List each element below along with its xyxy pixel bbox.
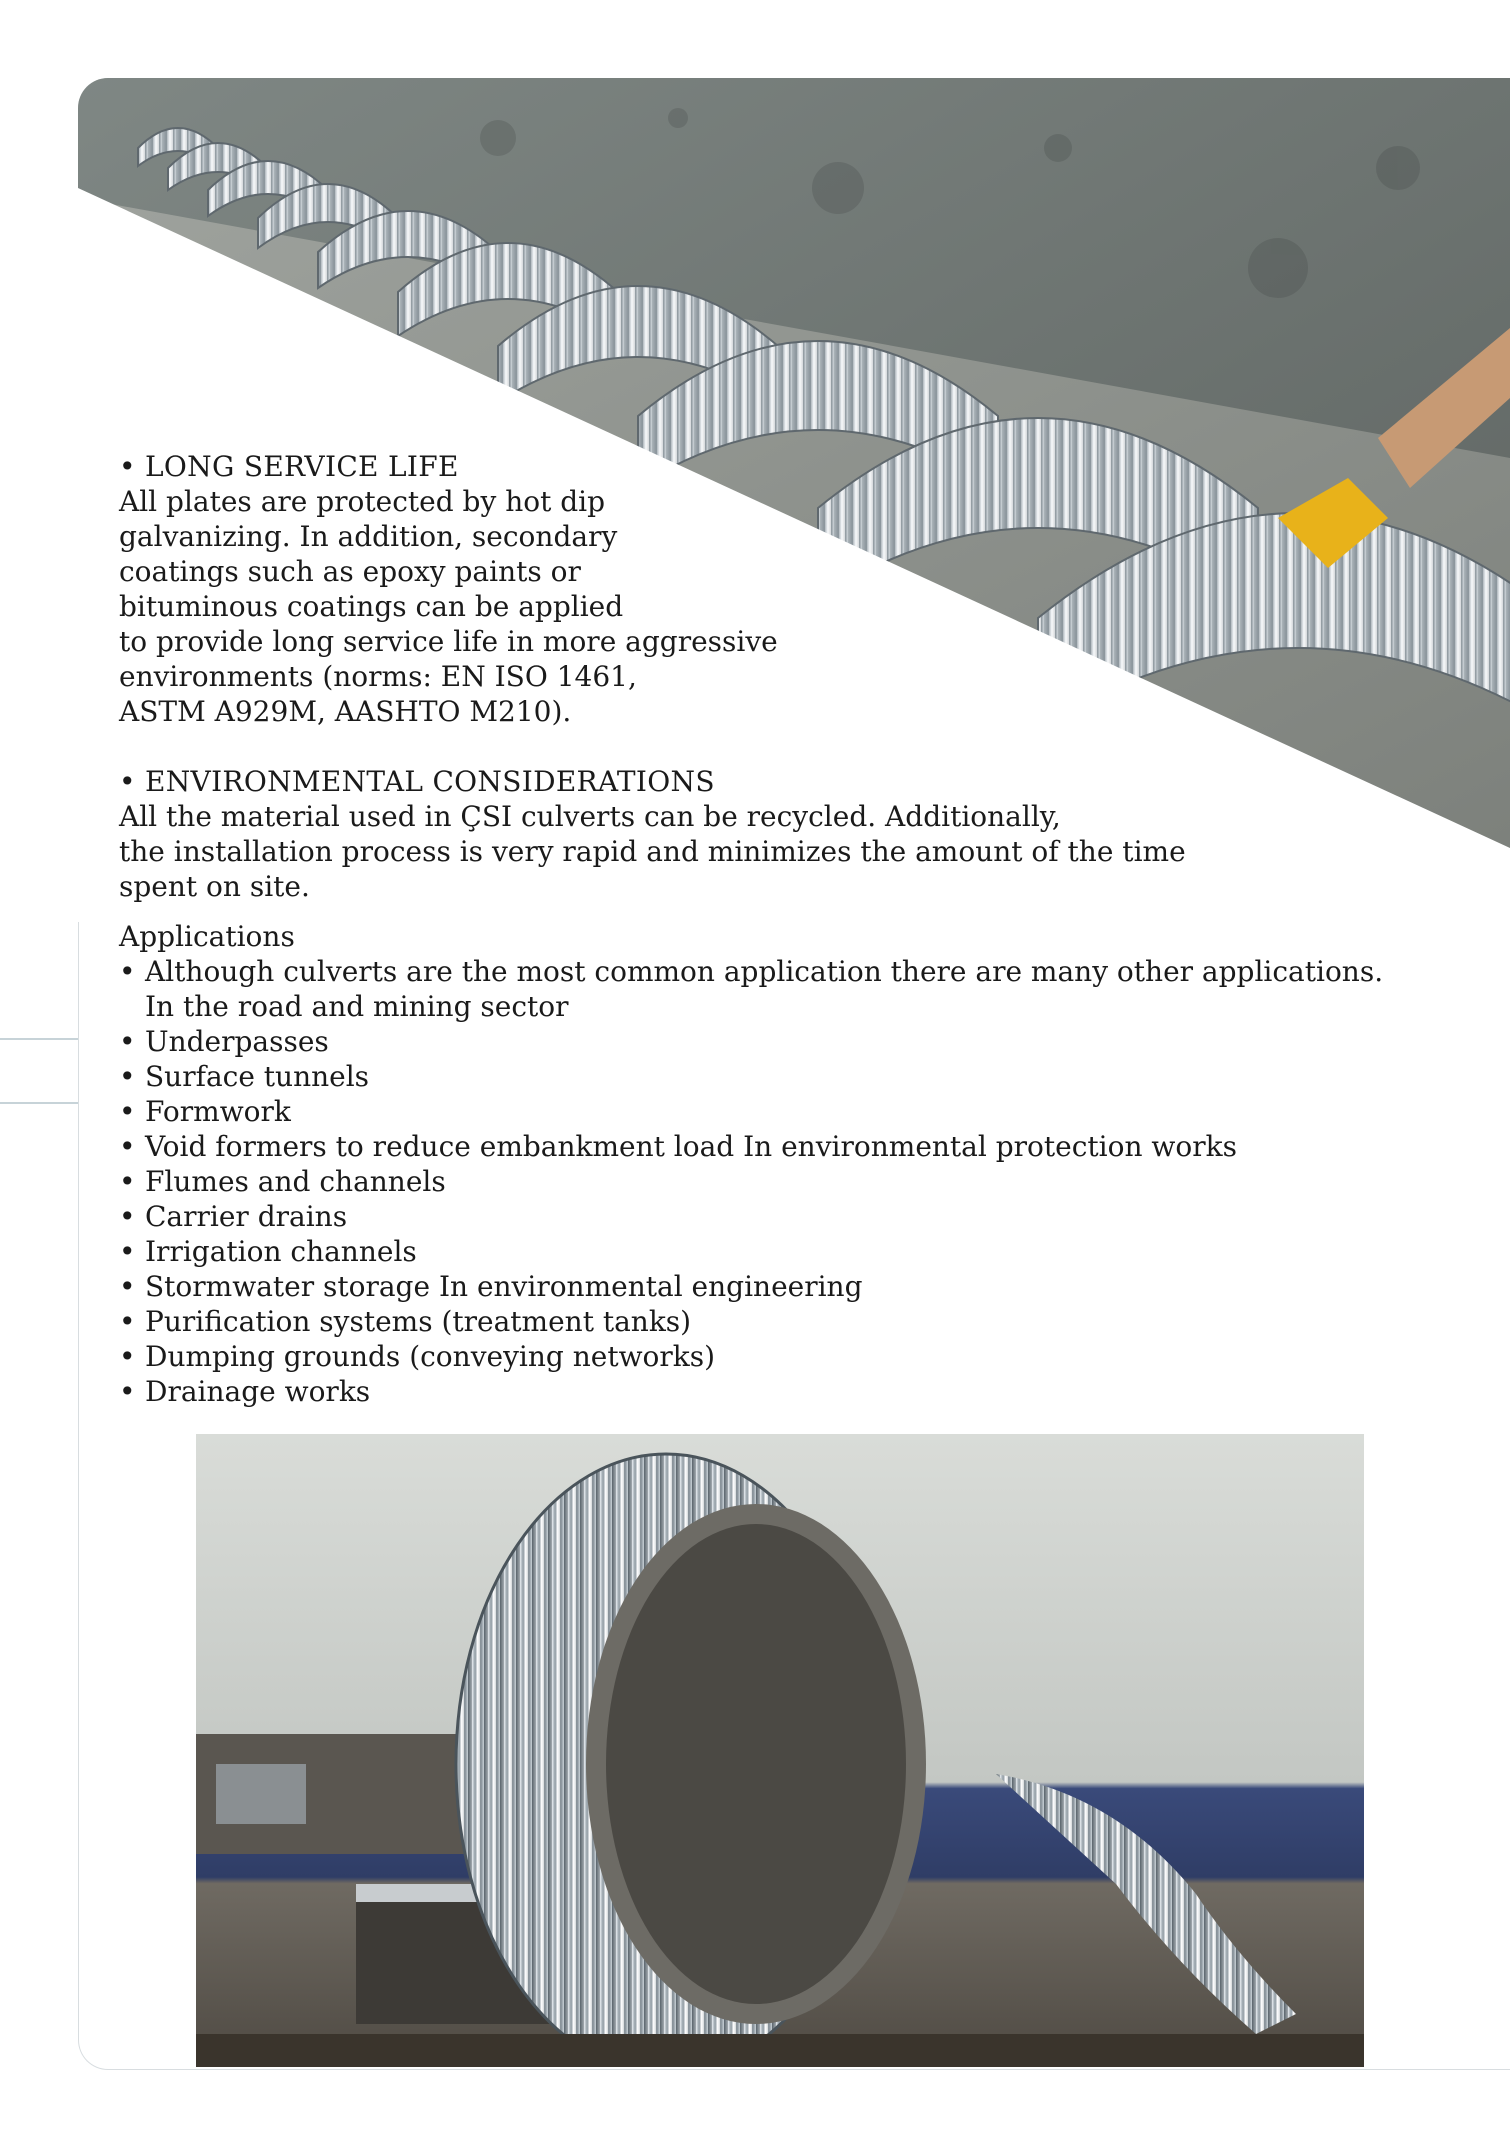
long-service-life-heading: • LONG SERVICE LIFE [119, 450, 459, 483]
section-long-service-life [119, 449, 778, 729]
applications-section [119, 919, 1383, 1409]
list-item: • Dumping grounds (conveying networks) [119, 1339, 1383, 1374]
applications-title: Applications [119, 920, 295, 953]
list-item: • Underpasses [119, 1024, 1383, 1059]
list-item: • Flumes and channels [119, 1164, 1383, 1199]
list-item: • Purification systems (treatment tanks) [119, 1304, 1383, 1339]
environmental-body: All the material used in ÇSI culverts can be recycled. Additionally, the installation process is very rapid and minimizes the amount of the time spent on site. [119, 800, 1186, 903]
applications-list [119, 954, 1383, 1409]
list-item: • Surface tunnels [119, 1059, 1383, 1094]
list-item: • Although culverts are the most common application there are many other applications. In the road and mining sector [119, 954, 1383, 1024]
long-service-life-body: All plates are protected by hot dip galvanizing. In addition, secondary coatings such as epoxy paints or bituminous coatings can be applied to provide long service life in more aggressive environments (norms: EN ISO 1461, ASTM A929M, AASHTO M210). [119, 485, 778, 728]
list-item: • Formwork [119, 1094, 1383, 1129]
list-item: • Irrigation channels [119, 1234, 1383, 1269]
environmental-heading: • ENVIRONMENTAL CONSIDERATIONS [119, 765, 715, 798]
section-environmental [119, 764, 1186, 904]
side-rule-bottom [0, 1102, 78, 1104]
list-item: • Void formers to reduce embankment load In environmental protection works [119, 1129, 1383, 1164]
list-item: • Carrier drains [119, 1199, 1383, 1234]
bottom-photo-corrugated-ring [196, 1434, 1364, 2067]
list-item: • Stormwater storage In environmental engineering [119, 1269, 1383, 1304]
list-item: • Drainage works [119, 1374, 1383, 1409]
side-rule-top [0, 1038, 78, 1040]
